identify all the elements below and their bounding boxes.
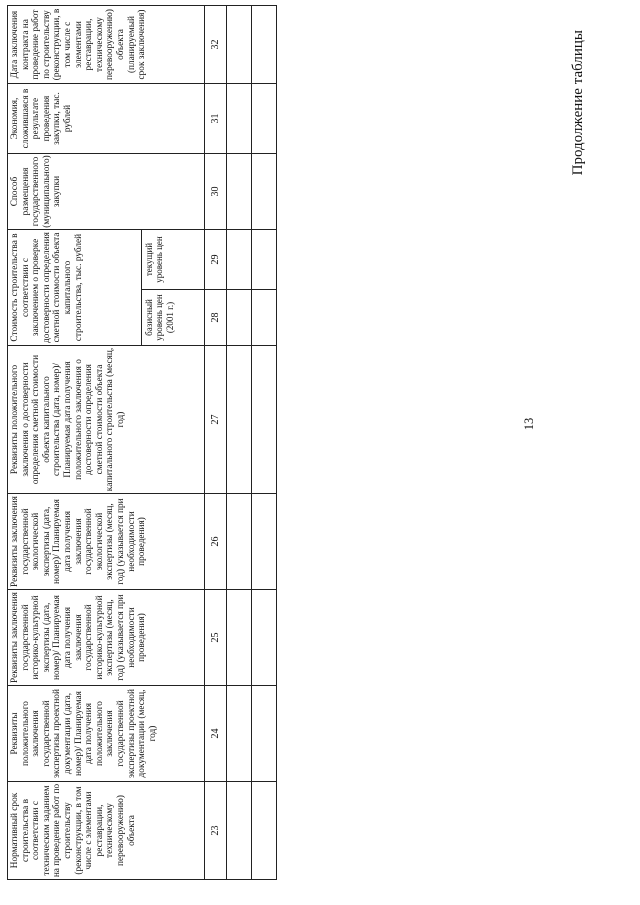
continuation-title: Продолжение таблицы: [570, 30, 586, 176]
header-row: [8, 6, 142, 880]
header-col-23: Нормативный срок строительства в соответствии с техническим заданием на проведение работ по строительству (реконструкции, в том числе с элементами реставрации, техническому перевооружению) объекта: [8, 782, 205, 880]
header-col-31: Экономия, сложившаяся в результате проведения закупки, тыс. рублей: [8, 84, 205, 154]
empty-cell: [227, 84, 252, 154]
rotated-page: [7, 7, 639, 897]
col-number: 23: [205, 782, 227, 880]
empty-cell: [252, 686, 277, 782]
empty-cell: [227, 782, 252, 880]
empty-cell: [252, 346, 277, 494]
empty-cell: [227, 590, 252, 686]
empty-cell: [252, 590, 277, 686]
empty-cell: [227, 686, 252, 782]
empty-cell: [252, 230, 277, 290]
data-table: [7, 5, 277, 880]
empty-row: [252, 6, 277, 880]
empty-row: [227, 6, 252, 880]
header-col-29: текущий уровень цен: [142, 230, 205, 290]
empty-cell: [227, 6, 252, 84]
empty-cell: [227, 346, 252, 494]
col-number: 24: [205, 686, 227, 782]
col-number: 31: [205, 84, 227, 154]
col-number: 25: [205, 590, 227, 686]
column-number-row: [205, 6, 227, 880]
empty-cell: [252, 84, 277, 154]
header-col-32: Дата заключения контракта на проведение работ по строительству (реконструкции, в том числе с элементами реставрации, техническому перевооружению) объекта (планируемый срок заключения): [8, 6, 205, 84]
col-number: 28: [205, 290, 227, 346]
empty-cell: [252, 290, 277, 346]
empty-cell: [252, 494, 277, 590]
col-number: 30: [205, 154, 227, 230]
header-col-28: базисный уровень цен (2001 г.): [142, 290, 205, 346]
empty-cell: [252, 154, 277, 230]
empty-cell: [252, 6, 277, 84]
page-number: 13: [522, 417, 536, 431]
col-number: 27: [205, 346, 227, 494]
col-number: 29: [205, 230, 227, 290]
empty-cell: [227, 154, 252, 230]
empty-cell: [227, 290, 252, 346]
header-col-25: Реквизиты заключения государственной историко-культурной экспертизы (дата, номер)/ Планируемая дата получения заключения государственной историко-культурной экспертизы (месяц, год) (указывается при необходимости проведения): [8, 590, 205, 686]
header-col-27: Реквизиты положительного заключения о достоверности определения сметной стоимости объекта капитального строительства (дата, номер)/Планируемая дата получения положительного заключения о достоверности определения сметной стоимости объекта капитального строительства (месяц, год): [8, 346, 205, 494]
header-col-24: Реквизиты положительного заключения государственной экспертизы проектной документации (дата, номер)/ Планируемая дата получения положительного заключения государственной экспертизы проектной документации (месяц, год): [8, 686, 205, 782]
col-number: 32: [205, 6, 227, 84]
header-col-30: Способ размещения государственного (муниципального) закупки: [8, 154, 205, 230]
empty-cell: [252, 782, 277, 880]
header-col-26: Реквизиты заключения государственной экологической экспертизы (дата, номер)/ Планируемая дата получения заключения государственной экологической экспертизы (месяц, год) (указывается при необходимости проведения): [8, 494, 205, 590]
col-number: 26: [205, 494, 227, 590]
empty-cell: [227, 230, 252, 290]
empty-cell: [227, 494, 252, 590]
header-col-28-29: Стоимость строительства в соответствии с заключением о проверке достоверности определения сметной стоимости объекта капитального строительства, тыс. рублей: [8, 230, 142, 346]
